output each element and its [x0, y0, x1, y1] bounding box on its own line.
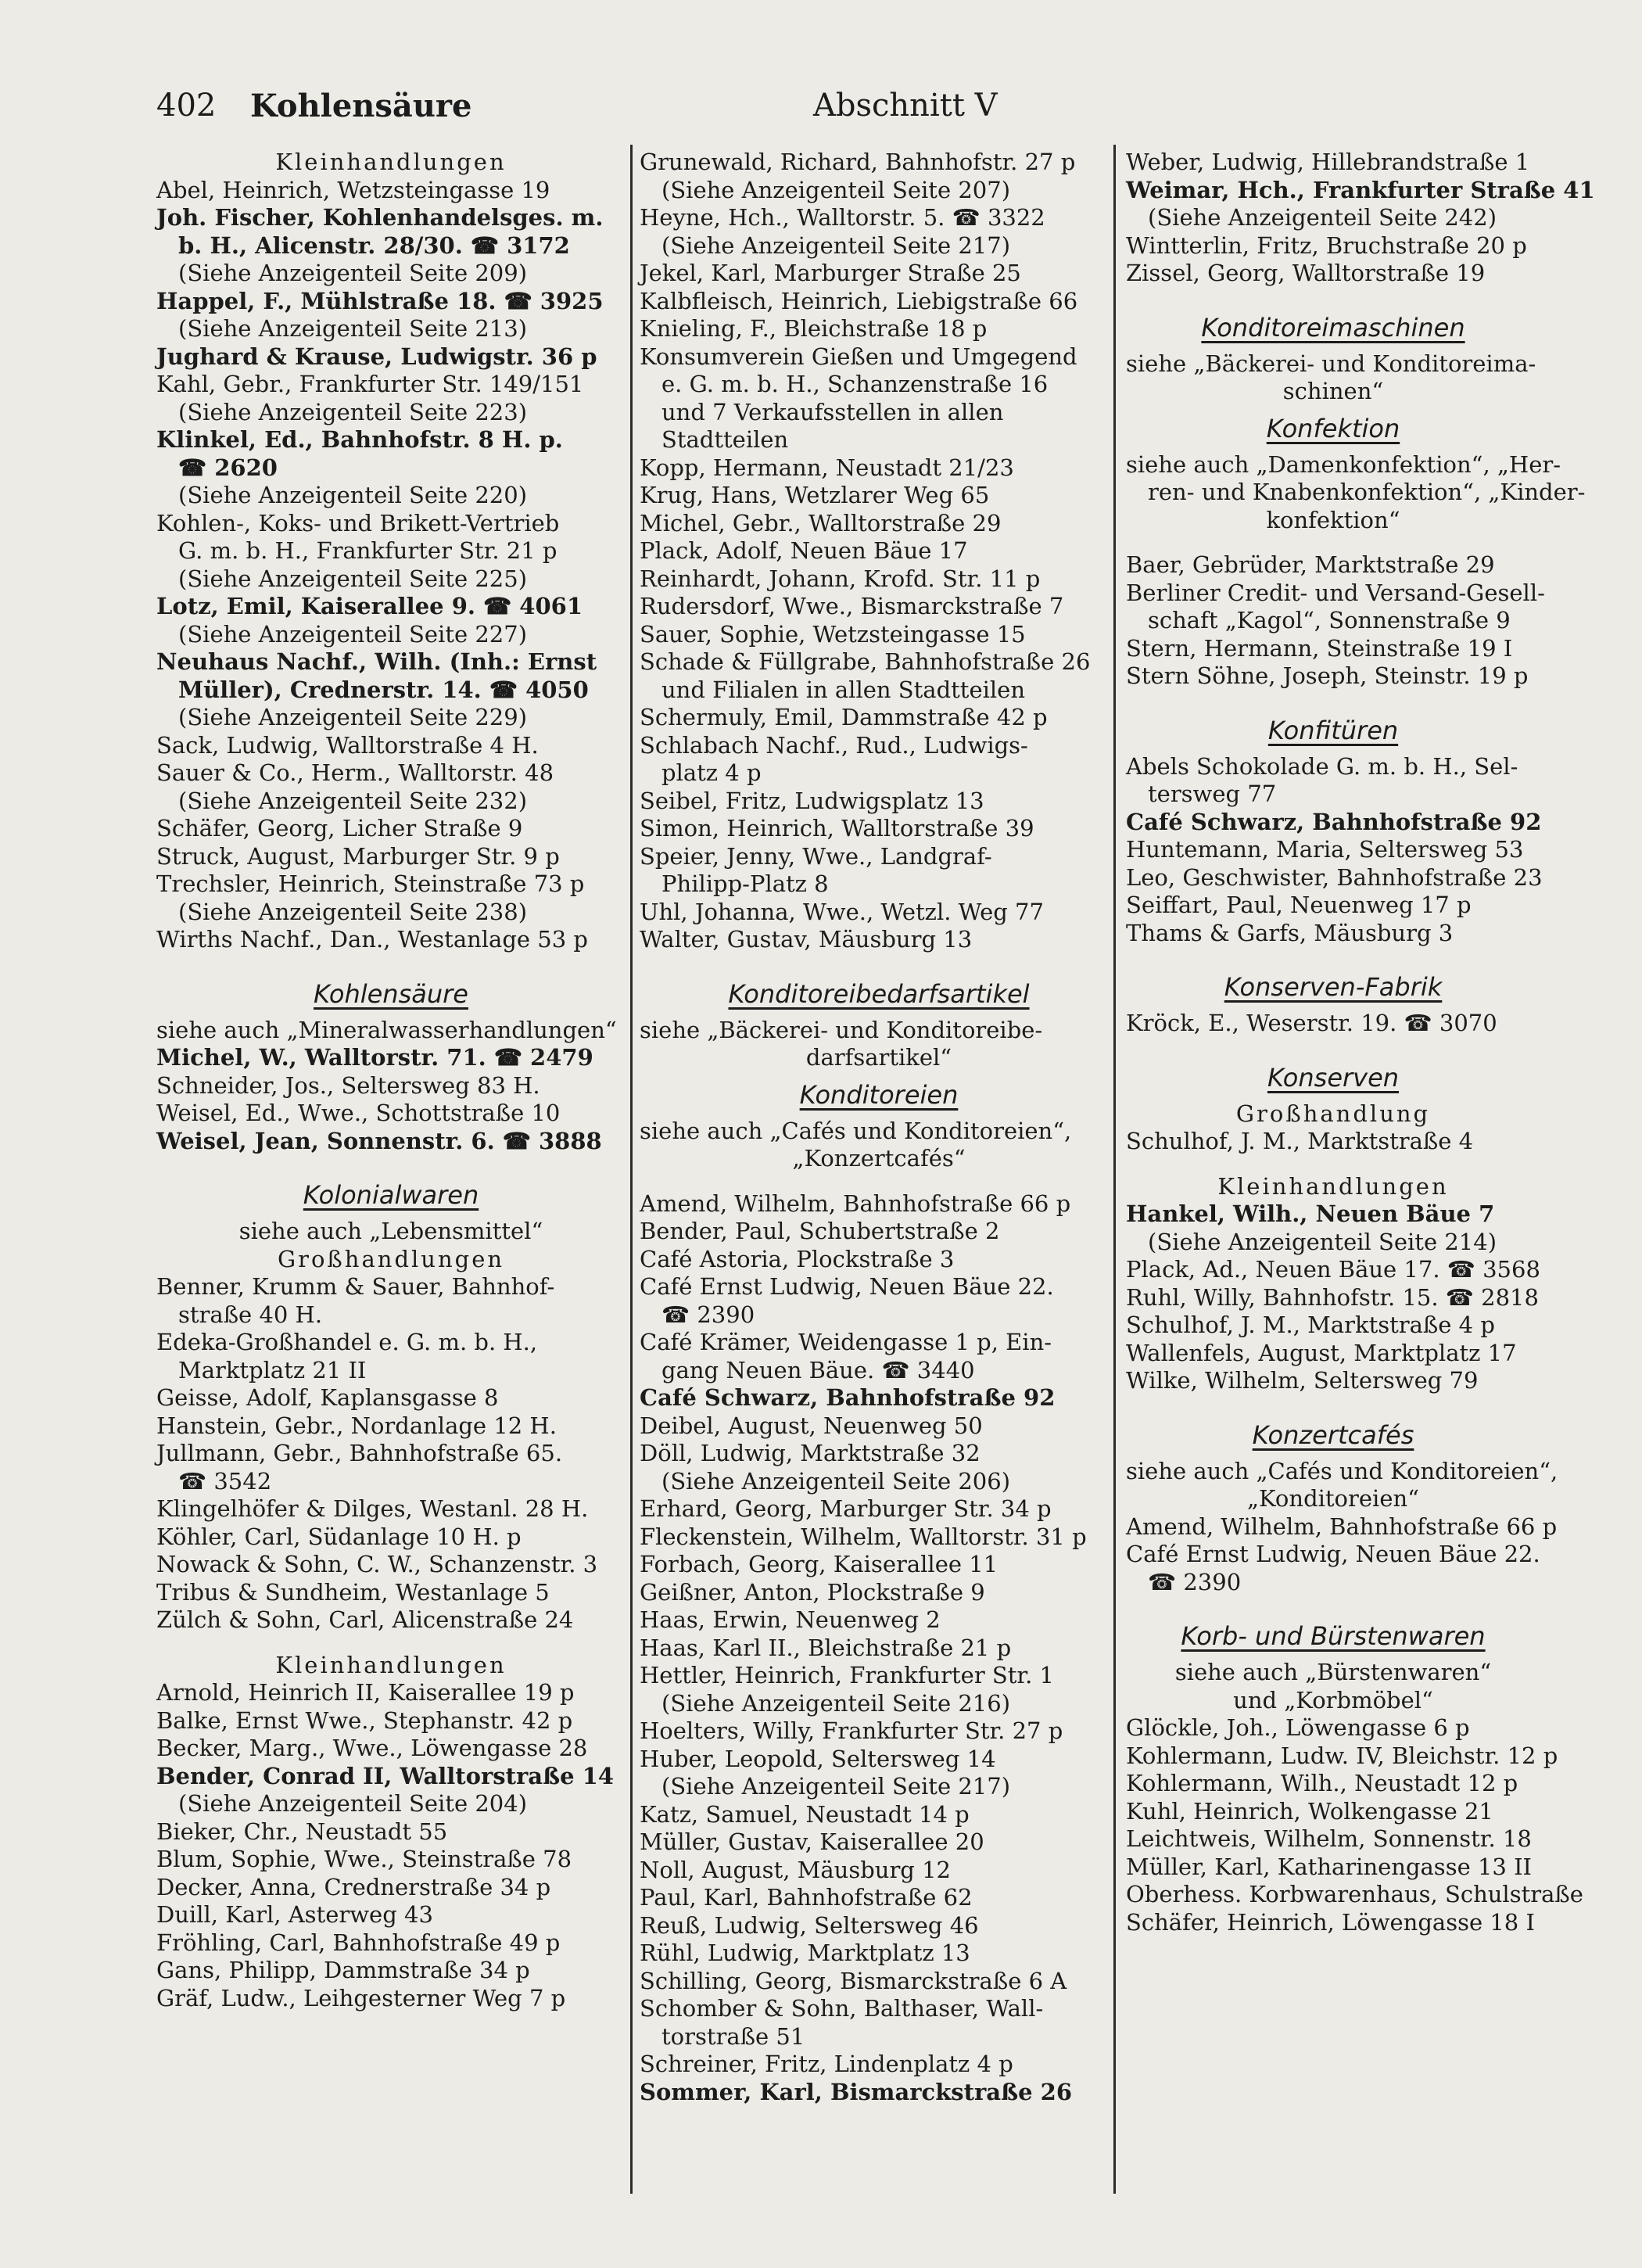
subheading: Großhandlung — [1235, 1100, 1431, 1127]
directory-entry: (Siehe Anzeigenteil Seite 229) — [178, 704, 528, 730]
directory-entry: Geisse, Adolf, Kaplansgasse 8 — [156, 1384, 499, 1411]
directory-entry: Walter, Gustav, Mäusburg 13 — [640, 926, 973, 953]
directory-entry: (Siehe Anzeigenteil Seite 207) — [661, 176, 1011, 203]
category-heading — [1126, 1055, 1540, 1100]
directory-entry: G. m. b. H., Frankfurter Str. 21 p — [178, 537, 557, 564]
directory-entry: Jughard & Krause, Ludwigstr. 36 p — [156, 343, 597, 370]
category-heading-text: Konzertcafés — [1252, 1419, 1414, 1450]
directory-entry: Sauer, Sophie, Wetzsteingasse 15 — [640, 620, 1026, 648]
directory-entry: Geißner, Anton, Plockstraße 9 — [640, 1578, 985, 1606]
directory-entry: Katz, Samuel, Neustadt 14 p — [640, 1800, 970, 1828]
directory-entry: (Siehe Anzeigenteil Seite 209) — [178, 260, 528, 286]
directory-entry: Stern Söhne, Joseph, Steinstr. 19 p — [1126, 662, 1529, 689]
page-number: 402 — [156, 88, 217, 124]
directory-entry: „Konditoreien“ — [1247, 1485, 1419, 1512]
page-header — [156, 88, 1439, 135]
spacer — [1126, 1038, 1540, 1055]
directory-entry: Jekel, Karl, Marburger Straße 25 — [640, 260, 1021, 286]
directory-entry: schaft „Kagol“, Sonnenstraße 9 — [1148, 607, 1511, 633]
directory-entry: Kuhl, Heinrich, Wolkengasse 21 — [1126, 1797, 1493, 1825]
directory-entry: siehe „Bäckerei- und Konditoreima- — [1126, 350, 1536, 377]
category-heading — [640, 1072, 1118, 1118]
directory-entry: Thams & Garfs, Mäusburg 3 — [1126, 919, 1454, 946]
directory-entry: Wintterlin, Fritz, Bruchstraße 20 p — [1126, 231, 1527, 259]
directory-entry: Schäfer, Heinrich, Löwengasse 18 I — [1126, 1908, 1535, 1936]
running-keyword: Kohlensäure — [250, 88, 472, 124]
directory-entry: „Konzertcafés“ — [792, 1145, 966, 1172]
directory-entry: Grunewald, Richard, Bahnhofstr. 27 p — [640, 149, 1076, 175]
directory-entry: gang Neuen Bäue. ☎ 3440 — [661, 1356, 975, 1383]
directory-entry: Michel, Gebr., Walltorstraße 29 — [640, 509, 1002, 536]
directory-entry: Forbach, Georg, Kaiserallee 11 — [640, 1551, 998, 1577]
subheading: Kleinhandlungen — [275, 1651, 507, 1678]
directory-entry: Müller, Gustav, Kaiserallee 20 — [640, 1828, 984, 1855]
directory-entry: Stadtteilen — [661, 426, 789, 453]
directory-entry: Weber, Ludwig, Hillebrandstraße 1 — [1126, 149, 1530, 175]
directory-entry: Tribus & Sundheim, Westanlage 5 — [156, 1578, 550, 1606]
directory-entry: Klingelhöfer & Dilges, Westanl. 28 H. — [156, 1495, 589, 1522]
spacer — [156, 1635, 626, 1652]
directory-entry: tersweg 77 — [1148, 781, 1277, 807]
spacer — [640, 1173, 1118, 1190]
directory-entry: (Siehe Anzeigenteil Seite 206) — [661, 1467, 1011, 1495]
directory-entry: siehe auch „Cafés und Konditoreien“, — [640, 1117, 1072, 1144]
directory-entry: Seibel, Fritz, Ludwigsplatz 13 — [640, 787, 984, 814]
category-heading — [640, 971, 1118, 1017]
directory-entry: (Siehe Anzeigenteil Seite 217) — [661, 231, 1011, 259]
directory-entry: Schulhof, J. M., Marktstraße 4 p — [1126, 1312, 1495, 1338]
directory-entry: Weisel, Ed., Wwe., Schottstraße 10 — [156, 1100, 561, 1126]
spacer — [640, 954, 1118, 971]
category-heading — [1126, 406, 1540, 451]
directory-entry: siehe „Bäckerei- und Konditoreibe- — [640, 1016, 1043, 1043]
directory-entry: Becker, Marg., Wwe., Löwengasse 28 — [156, 1735, 588, 1761]
directory-entry: siehe auch „Mineralwasserhandlungen“ — [156, 1016, 617, 1043]
directory-entry: Decker, Anna, Crednerstraße 34 p — [156, 1873, 551, 1900]
directory-entry: ren- und Knabenkonfektion“, „Kinder- — [1148, 479, 1586, 505]
directory-entry: Köhler, Carl, Südanlage 10 H. p — [156, 1523, 522, 1550]
directory-entry: platz 4 p — [661, 759, 762, 786]
directory-entry: Amend, Wilhelm, Bahnhofstraße 66 p — [640, 1190, 1071, 1217]
directory-entry: ☎ 2620 — [178, 454, 278, 481]
directory-entry: siehe auch „Cafés und Konditoreien“, — [1126, 1457, 1558, 1484]
category-heading — [156, 1172, 626, 1218]
directory-entry: Bender, Paul, Schubertstraße 2 — [640, 1218, 1000, 1244]
directory-entry: Balke, Ernst Wwe., Stephanstr. 42 p — [156, 1706, 573, 1734]
directory-entry: Schulhof, J. M., Marktstraße 4 — [1126, 1128, 1474, 1154]
directory-entry: Zülch & Sohn, Carl, Alicenstraße 24 — [156, 1606, 574, 1633]
directory-entry: Lotz, Emil, Kaiserallee 9. ☎ 4061 — [156, 593, 583, 619]
directory-entry: Müller), Crednerstr. 14. ☎ 4050 — [178, 676, 589, 703]
subheading: Großhandlungen — [277, 1245, 505, 1272]
directory-entry: Reuß, Ludwig, Seltersweg 46 — [640, 1911, 979, 1939]
directory-entry: Abels Schokolade G. m. b. H., Sel- — [1126, 752, 1518, 780]
directory-entry: torstraße 51 — [661, 2022, 805, 2050]
directory-entry: Erhard, Georg, Marburger Str. 34 p — [640, 1495, 1052, 1522]
directory-entry: Schomber & Sohn, Balthaser, Wall- — [640, 1995, 1044, 2022]
directory-entry: Wallenfels, August, Marktplatz 17 — [1126, 1339, 1517, 1366]
directory-entry: Philipp-Platz 8 — [661, 870, 829, 897]
directory-entry: Arnold, Heinrich II, Kaiserallee 19 p — [156, 1679, 575, 1706]
directory-entry: Café Schwarz, Bahnhofstraße 92 — [640, 1384, 1056, 1411]
spacer — [1126, 1596, 1540, 1613]
directory-entry: (Siehe Anzeigenteil Seite 217) — [661, 1773, 1011, 1800]
column-2 — [640, 149, 1118, 2106]
directory-entry: Zissel, Georg, Walltorstraße 19 — [1126, 260, 1486, 286]
spacer — [156, 1155, 626, 1172]
directory-entry: und „Korbmöbel“ — [1233, 1686, 1433, 1714]
directory-entry: Seiffart, Paul, Neuenweg 17 p — [1126, 892, 1472, 918]
directory-entry: Marktplatz 21 II — [178, 1356, 367, 1383]
directory-entry: Café Krämer, Weidengasse 1 p, Ein- — [640, 1329, 1052, 1355]
directory-entry: Leo, Geschwister, Bahnhofstraße 23 — [1126, 863, 1543, 891]
directory-entry: Trechsler, Heinrich, Steinstraße 73 p — [156, 870, 585, 897]
directory-entry: e. G. m. b. H., Schanzenstraße 16 — [661, 371, 1049, 397]
directory-entry: Hankel, Wilh., Neuen Bäue 7 — [1126, 1200, 1495, 1227]
directory-entry: Plack, Ad., Neuen Bäue 17. ☎ 3568 — [1126, 1256, 1540, 1283]
directory-entry: Glöckle, Joh., Löwengasse 6 p — [1126, 1714, 1470, 1741]
directory-entry: ☎ 3542 — [178, 1467, 272, 1495]
directory-entry: Fröhling, Carl, Bahnhofstraße 49 p — [156, 1929, 561, 1956]
directory-entry: straße 40 H. — [178, 1301, 323, 1328]
directory-entry: Kahl, Gebr., Frankfurter Str. 149/151 — [156, 371, 584, 397]
category-heading-text: Konfektion — [1266, 413, 1400, 443]
category-heading-text: Kohlensäure — [314, 978, 468, 1009]
directory-entry: Knieling, F., Bleichstraße 18 p — [640, 315, 988, 342]
directory-entry: Noll, August, Mäusburg 12 — [640, 1856, 951, 1883]
directory-entry: Fleckenstein, Wilhelm, Walltorstr. 31 p — [640, 1523, 1087, 1550]
directory-entry: Uhl, Johanna, Wwe., Wetzl. Weg 77 — [640, 898, 1044, 925]
directory-entry: Krug, Hans, Wetzlarer Weg 65 — [640, 482, 990, 508]
directory-entry: siehe auch „Damenkonfektion“, „Her- — [1126, 450, 1561, 478]
directory-entry: Plack, Adolf, Neuen Bäue 17 — [640, 537, 968, 564]
directory-entry: Happel, F., Mühlstraße 18. ☎ 3925 — [156, 287, 604, 314]
directory-entry: (Siehe Anzeigenteil Seite 204) — [178, 1790, 528, 1817]
category-heading — [1126, 1613, 1540, 1659]
directory-entry: konfektion“ — [1266, 506, 1400, 533]
directory-entry: siehe auch „Bürstenwaren“ — [1174, 1659, 1492, 1685]
spacer — [156, 954, 626, 971]
directory-entry: Bender, Conrad II, Walltorstraße 14 — [156, 1762, 615, 1789]
directory-entry: Stern, Hermann, Steinstraße 19 I — [1126, 634, 1513, 662]
directory-entry: Sommer, Karl, Bismarckstraße 26 — [640, 2078, 1073, 2105]
directory-entry: Café Astoria, Plockstraße 3 — [640, 1245, 955, 1272]
directory-entry: Kalbfleisch, Heinrich, Liebigstraße 66 — [640, 287, 1078, 314]
directory-entry: Hoelters, Willy, Frankfurter Str. 27 p — [640, 1717, 1063, 1744]
directory-entry: Joh. Fischer, Kohlenhandelsges. m. — [156, 204, 604, 231]
spacer — [1126, 534, 1540, 551]
directory-entry: Gräf, Ludw., Leihgesterner Weg 7 p — [156, 1984, 566, 2011]
directory-entry: Bieker, Chr., Neustadt 55 — [156, 1818, 448, 1845]
directory-entry: Sauer & Co., Herm., Walltorstr. 48 — [156, 759, 554, 786]
directory-entry: Kohlermann, Wilh., Neustadt 12 p — [1126, 1770, 1518, 1796]
directory-entry: Reinhardt, Johann, Krofd. Str. 11 p — [640, 565, 1041, 592]
directory-entry: (Siehe Anzeigenteil Seite 213) — [178, 315, 528, 342]
spacer — [1126, 1395, 1540, 1412]
directory-entry: und 7 Verkaufsstellen in allen — [661, 398, 1004, 425]
directory-entry: (Siehe Anzeigenteil Seite 220) — [178, 482, 528, 508]
category-heading — [1126, 964, 1540, 1010]
directory-entry: Jullmann, Gebr., Bahnhofstraße 65. — [156, 1440, 563, 1466]
category-heading-text: Konserven — [1267, 1062, 1400, 1093]
directory-entry: (Siehe Anzeigenteil Seite 225) — [178, 565, 528, 592]
directory-entry: (Siehe Anzeigenteil Seite 227) — [178, 620, 528, 648]
directory-entry: Café Ernst Ludwig, Neuen Bäue 22. — [1126, 1541, 1540, 1567]
directory-entry: siehe auch „Lebensmittel“ — [238, 1218, 543, 1244]
section-title: Abschnitt V — [813, 88, 998, 124]
category-heading-text: Konserven-Fabrik — [1224, 972, 1443, 1002]
directory-entry: Schneider, Jos., Seltersweg 83 H. — [156, 1071, 540, 1099]
directory-entry: Duill, Karl, Asterweg 43 — [156, 1901, 433, 1928]
column-divider — [630, 145, 633, 2194]
directory-entry: Schermuly, Emil, Dammstraße 42 p — [640, 704, 1048, 730]
directory-entry: darfsartikel“ — [805, 1044, 952, 1071]
directory-entry: ☎ 2390 — [661, 1301, 755, 1328]
directory-entry: (Siehe Anzeigenteil Seite 232) — [178, 787, 528, 814]
directory-entry: Oberhess. Korbwarenhaus, Schulstraße — [1126, 1881, 1583, 1907]
directory-entry: Rudersdorf, Wwe., Bismarckstraße 7 — [640, 593, 1064, 619]
directory-entry: Schlabach Nachf., Rud., Ludwigs- — [640, 731, 1028, 759]
directory-entry: Wirths Nachf., Dan., Westanlage 53 p — [156, 926, 588, 953]
directory-entry: (Siehe Anzeigenteil Seite 242) — [1148, 204, 1497, 231]
directory-entry: Hettler, Heinrich, Frankfurter Str. 1 — [640, 1662, 1054, 1688]
directory-entry: Paul, Karl, Bahnhofstraße 62 — [640, 1884, 973, 1911]
directory-entry: Michel, W., Walltorstr. 71. ☎ 2479 — [156, 1044, 593, 1071]
directory-entry: Heyne, Hch., Walltorstr. 5. ☎ 3322 — [640, 204, 1045, 231]
subheading: Kleinhandlungen — [275, 149, 507, 175]
directory-entry: Weisel, Jean, Sonnenstr. 6. ☎ 3888 — [156, 1127, 602, 1154]
directory-entry: Döll, Ludwig, Marktstraße 32 — [640, 1440, 981, 1466]
directory-entry: Kohlermann, Ludw. IV, Bleichstr. 12 p — [1126, 1742, 1558, 1769]
category-heading-text: Konditoreibedarfsartikel — [728, 978, 1030, 1009]
directory-entry: Schilling, Georg, Bismarckstraße 6 A — [640, 1967, 1067, 1994]
directory-entry: Kohlen-, Koks- und Brikett-Vertrieb — [156, 509, 560, 536]
category-heading-text: Konditoreien — [799, 1079, 959, 1110]
directory-entry: Konsumverein Gießen und Umgegend — [640, 343, 1077, 370]
directory-entry: Neuhaus Nachf., Wilh. (Inh.: Ernst — [156, 648, 597, 675]
directory-entry: Deibel, August, Neuenweg 50 — [640, 1412, 983, 1439]
directory-entry: Gans, Philipp, Dammstraße 34 p — [156, 1957, 530, 1983]
directory-entry: Haas, Erwin, Neuenweg 2 — [640, 1606, 941, 1633]
directory-entry: Schäfer, Georg, Licher Straße 9 — [156, 815, 523, 842]
category-heading-text: Kolonialwaren — [303, 1180, 479, 1210]
directory-entry: Wilke, Wilhelm, Seltersweg 79 — [1126, 1367, 1479, 1394]
category-heading — [1126, 1412, 1540, 1458]
directory-entry: Schade & Füllgrabe, Bahnhofstraße 26 — [640, 648, 1091, 675]
directory-entry: Abel, Heinrich, Wetzsteingasse 19 — [156, 176, 550, 203]
directory-entry: Berliner Credit- und Versand-Gesell- — [1126, 579, 1545, 606]
directory-entry: Haas, Karl II., Bleichstraße 21 p — [640, 1634, 1012, 1661]
directory-entry: Simon, Heinrich, Walltorstraße 39 — [640, 815, 1034, 842]
directory-entry: Hanstein, Gebr., Nordanlage 12 H. — [156, 1412, 557, 1439]
category-heading — [1126, 708, 1540, 753]
directory-entry: b. H., Alicenstr. 28/30. ☎ 3172 — [178, 231, 570, 259]
column-3 — [1126, 149, 1595, 1936]
category-heading-text: Konfitüren — [1267, 715, 1399, 745]
column-1 — [156, 149, 626, 2012]
directory-entry: Nowack & Sohn, C. W., Schanzenstr. 3 — [156, 1551, 598, 1577]
category-heading — [156, 971, 626, 1017]
spacer — [1126, 947, 1540, 964]
category-heading-text: Konditoreimaschinen — [1201, 312, 1465, 343]
category-heading-text: Korb- und Bürstenwaren — [1181, 1621, 1486, 1651]
directory-entry: (Siehe Anzeigenteil Seite 216) — [661, 1689, 1011, 1717]
directory-entry: und Filialen in allen Stadtteilen — [661, 676, 1026, 703]
directory-entry: (Siehe Anzeigenteil Seite 223) — [178, 398, 528, 425]
directory-entry: (Siehe Anzeigenteil Seite 214) — [1148, 1228, 1497, 1255]
category-heading — [1126, 305, 1540, 350]
directory-entry: Amend, Wilhelm, Bahnhofstraße 66 p — [1126, 1513, 1558, 1540]
spacer — [1126, 691, 1540, 708]
directory-entry: Blum, Sophie, Wwe., Steinstraße 78 — [156, 1846, 572, 1872]
directory-entry: Kopp, Hermann, Neustadt 21/23 — [640, 454, 1014, 481]
directory-entry: schinen“ — [1282, 378, 1384, 404]
directory-entry: Café Ernst Ludwig, Neuen Bäue 22. — [640, 1273, 1054, 1300]
directory-entry: Edeka-Großhandel e. G. m. b. H., — [156, 1329, 538, 1355]
directory-entry: Baer, Gebrüder, Marktstraße 29 — [1126, 551, 1495, 578]
directory-entry: Speier, Jenny, Wwe., Landgraf- — [640, 842, 992, 870]
directory-entry: Kröck, E., Weserstr. 19. ☎ 3070 — [1126, 1010, 1497, 1036]
directory-entry: Schreiner, Fritz, Lindenplatz 4 p — [640, 2051, 1013, 2077]
directory-entry: Klinkel, Ed., Bahnhofstr. 8 H. p. — [156, 426, 563, 453]
directory-entry: Huber, Leopold, Seltersweg 14 — [640, 1745, 996, 1772]
directory-entry: Café Schwarz, Bahnhofstraße 92 — [1126, 808, 1542, 835]
directory-entry: Weimar, Hch., Frankfurter Straße 41 — [1126, 176, 1595, 203]
directory-entry: Benner, Krumm & Sauer, Bahnhof- — [156, 1273, 555, 1300]
directory-entry: Müller, Karl, Katharinengasse 13 II — [1126, 1853, 1532, 1880]
directory-entry: Struck, August, Marburger Str. 9 p — [156, 842, 560, 870]
directory-entry: Ruhl, Willy, Bahnhofstr. 15. ☎ 2818 — [1126, 1283, 1539, 1311]
spacer — [1126, 288, 1540, 305]
directory-entry: (Siehe Anzeigenteil Seite 238) — [178, 898, 528, 925]
directory-entry: Huntemann, Maria, Seltersweg 53 — [1126, 836, 1524, 863]
directory-entry: ☎ 2390 — [1148, 1568, 1242, 1595]
spacer — [1126, 1156, 1540, 1173]
directory-entry: Sack, Ludwig, Walltorstraße 4 H. — [156, 731, 539, 759]
directory-entry: Rühl, Ludwig, Marktplatz 13 — [640, 1940, 970, 1966]
directory-entry: Leichtweis, Wilhelm, Sonnenstr. 18 — [1126, 1825, 1532, 1852]
subheading: Kleinhandlungen — [1217, 1172, 1449, 1200]
